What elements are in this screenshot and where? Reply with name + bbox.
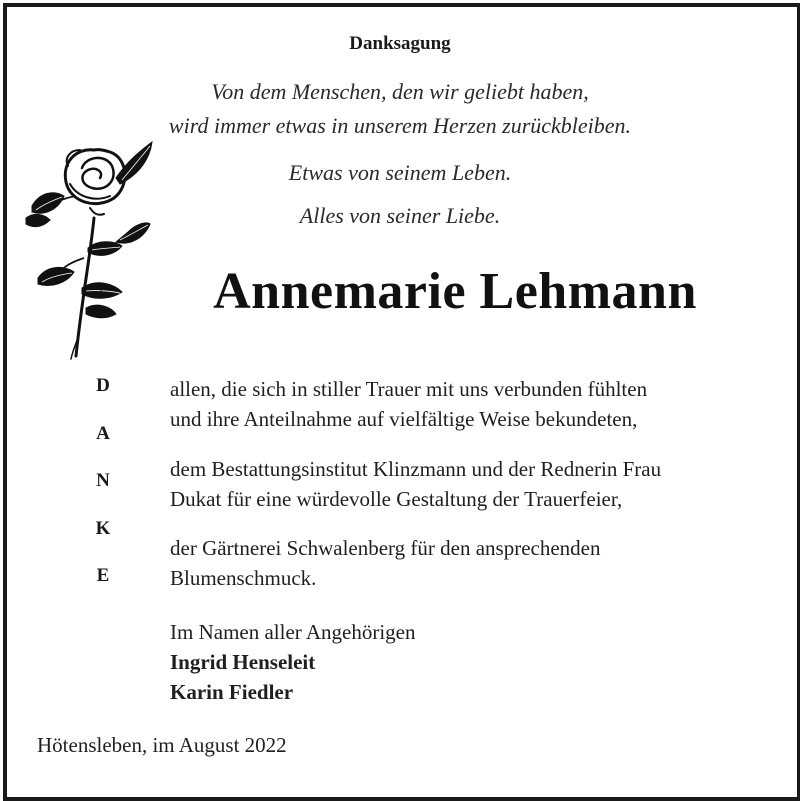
closing-block [170,617,780,707]
thanks-paragraph [170,454,780,514]
thanks-line: Dukat für eine würdevolle Gestaltung der Trauerfeier, [170,487,623,511]
thanks-line: allen, die sich in stiller Trauer mit uns verbunden fühlten [170,377,648,401]
rose-icon [24,138,154,360]
thanks-line: der Gärtnerei Schwalenberg für den ansprechenden [170,536,601,560]
signer-name: Ingrid Henseleit [170,650,316,674]
deceased-name: Annemarie Lehmann [213,263,697,320]
danke-letter: N [96,470,110,491]
thanks-line: und ihre Anteilnahme auf vielfältige Weise bekundeten, [170,407,638,431]
verse-line-3: Etwas von seinem Leben. [288,160,512,185]
thanks-paragraph [170,374,780,434]
danke-letter: E [96,565,110,586]
danke-letter: A [96,422,110,444]
danke-letter: K [95,517,111,539]
danke-letter: D [96,375,110,396]
verse-line-4: Alles von seiner Liebe. [299,203,501,228]
danke-vertical [88,374,118,612]
closing-intro: Im Namen aller Angehörigen [170,620,416,644]
notice-heading: Danksagung [349,33,451,54]
signer-name: Karin Fiedler [170,680,294,704]
verse-line-2: wird immer etwas in unserem Herzen zurückbleiben. [168,113,632,138]
thanks-paragraph [170,533,780,593]
verse-line-1: Von dem Menschen, den wir geliebt haben, [211,79,589,104]
thanks-line: Blumenschmuck. [170,566,317,590]
place-date: Hötensleben, im August 2022 [37,733,287,757]
thanks-line: dem Bestattungsinstitut Klinzmann und der Rednerin Frau [170,457,662,481]
